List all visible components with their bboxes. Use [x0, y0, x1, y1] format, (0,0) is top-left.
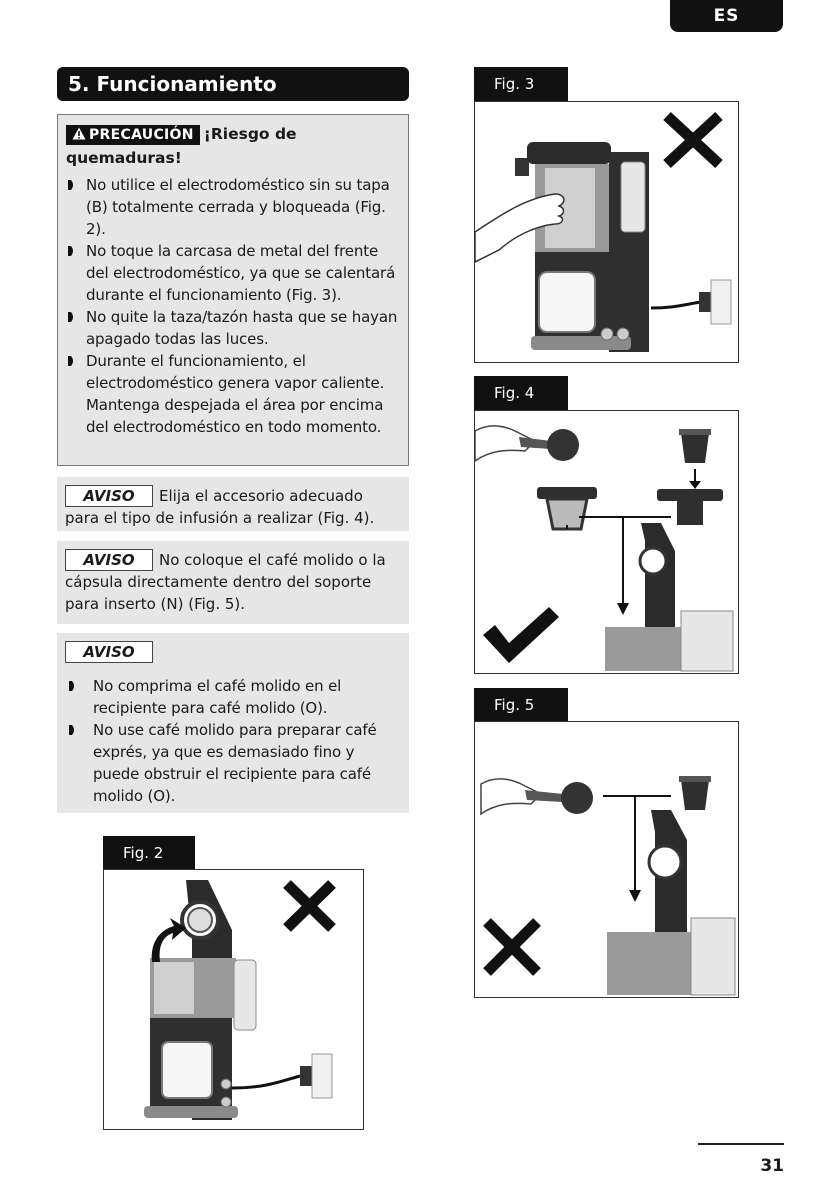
- caution-heading: [66, 122, 400, 170]
- fig2-illustration: [103, 869, 364, 1130]
- list-item: [66, 174, 400, 240]
- page-number-rule: [698, 1143, 784, 1145]
- list-item: [66, 306, 400, 350]
- caution-heading-text: ¡Riesgo de quemaduras!: [66, 125, 297, 167]
- notice-text: No coloque el café molido o la cápsula directamente dentro del soporte para inserto (N) (Fig. 5).: [65, 551, 386, 613]
- caution-item-text: No toque la carcasa de metal del frente del electrodoméstico, ya que se calentará durante el funcionamiento (Fig. 3).: [86, 242, 396, 304]
- caution-badge-text: PRECAUCIÓN: [89, 127, 194, 143]
- coffee-maker-image: [605, 523, 733, 671]
- checkmark-icon: [483, 607, 559, 663]
- notice-label: AVISO: [65, 549, 153, 571]
- notice-list: [65, 675, 401, 807]
- notice-label: AVISO: [65, 641, 153, 663]
- bullet-icon: [69, 725, 76, 735]
- scoop-image: [475, 426, 579, 461]
- fig3-label: Fig. 3: [474, 67, 568, 101]
- list-item: [65, 719, 401, 807]
- notice-item-text: No use café molido para preparar café exprés, ya que es demasiado fino y puede obstruir el recipiente para café molido (O).: [93, 721, 377, 805]
- coffee-maker-image: [607, 810, 735, 995]
- capsule-image: [679, 776, 711, 810]
- caution-item-text: Durante el funcionamiento, el electrodoméstico genera vapor caliente. Mantenga despejada el área por encima del electrodoméstico en todo momento.: [86, 352, 385, 436]
- cross-icon: [487, 922, 537, 972]
- notice-box-1: [57, 477, 409, 531]
- caution-badge: [66, 125, 200, 145]
- notice-text: Elija el accesorio adecuado para el tipo de infusión a realizar (Fig. 4).: [65, 487, 375, 527]
- capsule-image: [657, 429, 723, 525]
- bullet-icon: [68, 180, 75, 190]
- caution-list: [66, 174, 400, 438]
- fig3-illustration: [474, 101, 739, 363]
- fig4-illustration: [474, 410, 739, 674]
- list-item: [66, 240, 400, 306]
- notice-item-text: No comprima el café molido en el recipiente para café molido (O).: [93, 677, 342, 717]
- list-item: [65, 675, 401, 719]
- bullet-icon: [68, 356, 75, 366]
- fig4-label: Fig. 4: [474, 376, 568, 410]
- warning-icon: [72, 127, 86, 140]
- bullet-icon: [69, 681, 76, 691]
- notice-label: AVISO: [65, 485, 153, 507]
- notice-box-3: [57, 633, 409, 813]
- fig5-label: Fig. 5: [474, 688, 568, 722]
- scoop-image: [481, 779, 593, 814]
- caution-item-text: No quite la taza/tazón hasta que se hayan apagado todas las luces.: [86, 308, 398, 348]
- section-title: 5. Funcionamiento: [57, 67, 409, 101]
- fig5-illustration: [474, 721, 739, 998]
- caution-item-text: No utilice el electrodoméstico sin su tapa (B) totalmente cerrada y bloqueada (Fig. 2).: [86, 176, 390, 238]
- filter-basket-image: [537, 487, 597, 529]
- list-item: [66, 350, 400, 438]
- bullet-icon: [68, 246, 75, 256]
- coffee-maker-image: [515, 142, 731, 352]
- language-tab: ES: [670, 0, 783, 32]
- page-number: 31: [760, 1156, 784, 1176]
- caution-box: [57, 114, 409, 466]
- bullet-icon: [68, 312, 75, 322]
- notice-box-2: [57, 541, 409, 624]
- fig2-label: Fig. 2: [103, 836, 195, 870]
- cross-icon: [667, 116, 719, 164]
- cross-icon: [287, 884, 332, 928]
